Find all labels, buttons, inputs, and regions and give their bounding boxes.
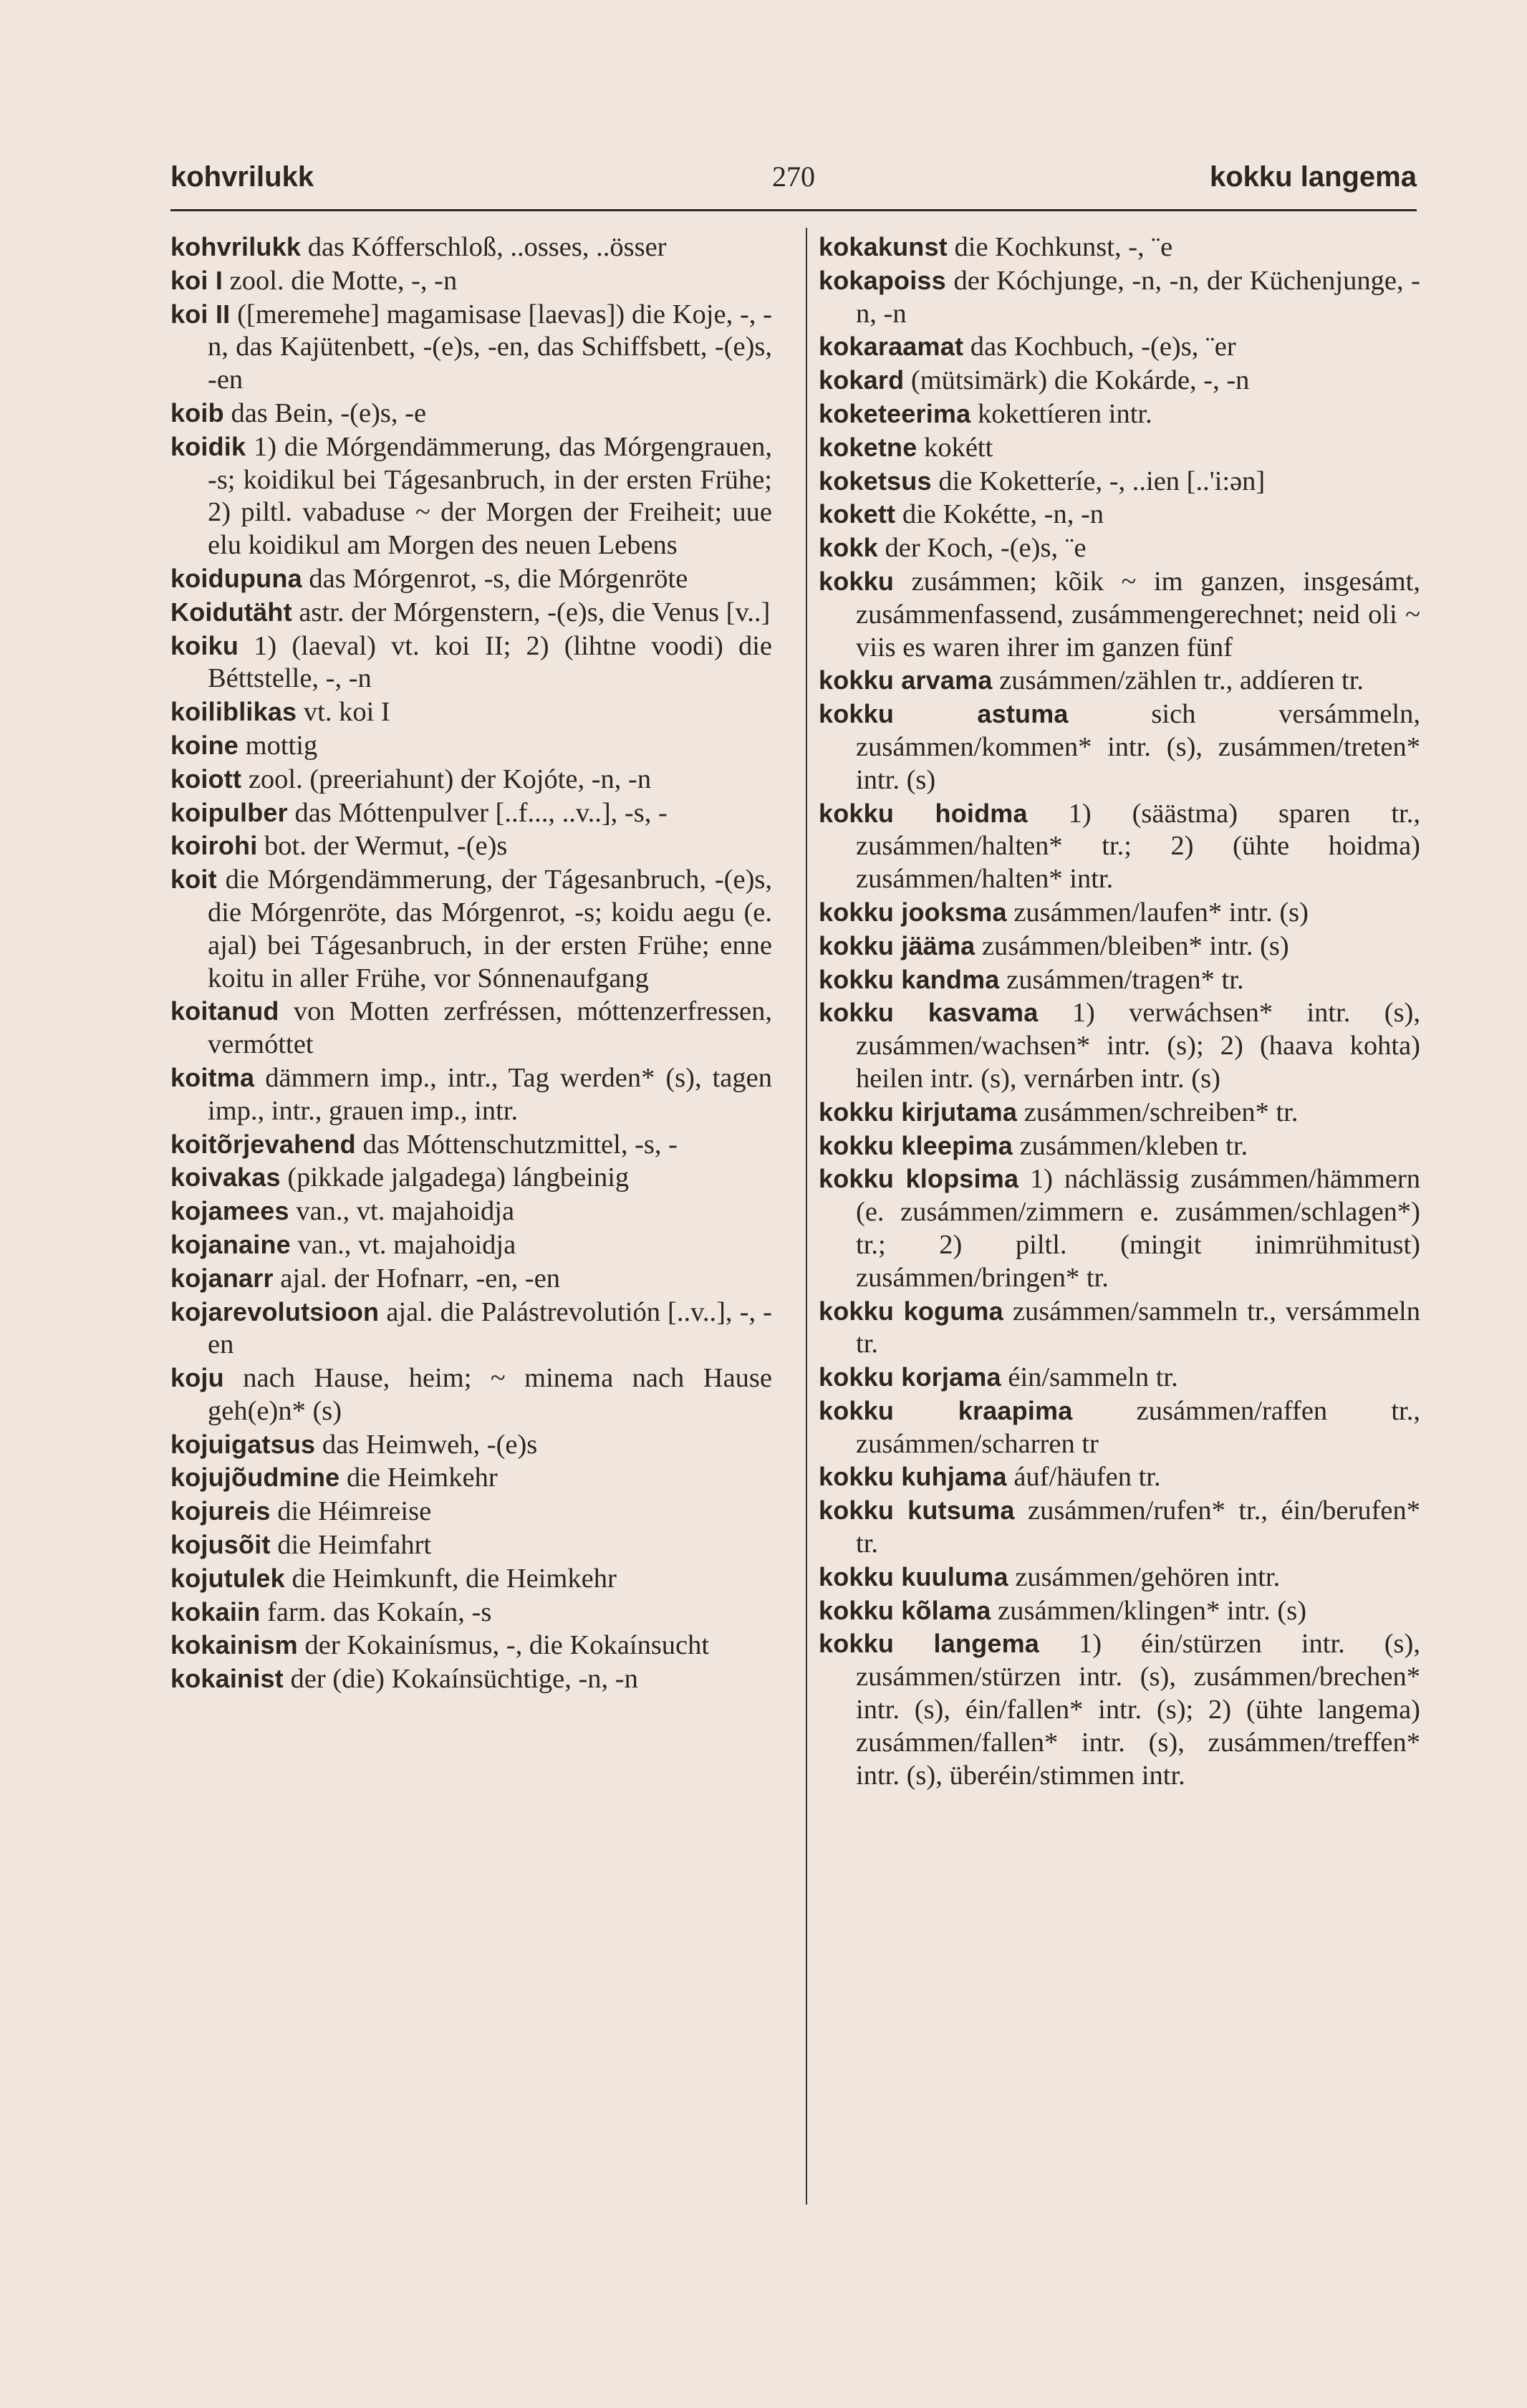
entry-definition: nach Hause, heim; ~ minema nach Hause geh(e)n* (s) [208, 1363, 772, 1426]
entry-definition: die Kochkunst, -, ¨e [947, 232, 1173, 262]
page-header [170, 159, 1417, 202]
entry-headword: kokainism [170, 1630, 298, 1660]
entry-headword: koketne [819, 432, 917, 462]
dictionary-entry [819, 330, 1420, 364]
entry-headword: kokaiin [170, 1596, 261, 1627]
dictionary-entry [819, 930, 1420, 963]
entry-definition: der Koch, -(e)s, ¨e [877, 533, 1087, 564]
dictionary-entry [170, 729, 772, 763]
entry-headword: kokakunst [819, 232, 948, 261]
entry-definition: zool. die Motte, -, -n [223, 265, 458, 296]
entry-headword: Koidutäht [170, 597, 292, 627]
page-number: 270 [772, 160, 815, 193]
dictionary-entry [819, 797, 1420, 896]
entry-definition: der Kokainísmus, -, die Kokaínsucht [297, 1630, 710, 1661]
entry-headword: koitanud [170, 996, 279, 1026]
entry-definition: (mütsimärk) die Kokárde, -, -n [904, 365, 1250, 396]
dictionary-entry [819, 565, 1420, 664]
dictionary-entry [819, 963, 1420, 997]
entry-definition: áuf/häufen tr. [1006, 1462, 1161, 1493]
entry-headword: koiliblikas [170, 697, 297, 727]
header-first-entry: kohvrilukk [170, 161, 314, 193]
entry-headword: kojuigatsus [170, 1429, 316, 1459]
dictionary-entry [170, 1629, 772, 1662]
entry-definition: das Mórgenrot, -s, die Mórgenröte [302, 563, 688, 594]
entry-definition: vt. koi I [297, 697, 390, 728]
column-divider [806, 228, 807, 2205]
entry-headword: koidik [170, 431, 246, 461]
dictionary-entry [170, 695, 772, 729]
dictionary-entry [170, 231, 772, 264]
entry-definition: kokettíeren intr. [970, 398, 1152, 429]
entry-definition: zusámmen/raffen tr., zusámmen/scharren tr [856, 1395, 1420, 1459]
entry-headword: koine [170, 730, 239, 760]
dictionary-entry [170, 1662, 772, 1696]
entry-headword: koiott [170, 764, 242, 794]
entry-headword: kohvrilukk [170, 232, 302, 261]
dictionary-entry [170, 630, 772, 696]
entry-headword: kokku jääma [819, 930, 976, 960]
entry-definition: die Mórgendämmerung, der Tágesanbruch, -(e)s, die Mórgenröte, das Mórgenrot, -s; koidu aegu (e. ajal) bei Tágesanbruch, in der ersten Frühe; enne koitu in aller Frühe, vor Sónnenaufgang [208, 865, 772, 993]
entry-headword: kojanarr [170, 1263, 274, 1293]
dictionary-entry [819, 664, 1420, 698]
entry-definition: das Kochbuch, -(e)s, ¨er [963, 332, 1236, 362]
dictionary-entry [819, 431, 1420, 465]
dictionary-entry [170, 1528, 772, 1562]
entry-definition: van., vt. majahoidja [290, 1229, 516, 1260]
dictionary-entry [819, 531, 1420, 565]
entry-definition: das Bein, -(e)s, -e [223, 398, 427, 428]
dictionary-entry [819, 1561, 1420, 1594]
entry-headword: koib [170, 398, 224, 428]
dictionary-entry [170, 596, 772, 630]
entry-headword: koju [170, 1363, 224, 1393]
dictionary-entry [170, 1161, 772, 1195]
dictionary-entry [170, 863, 772, 995]
dictionary-entry [819, 264, 1420, 331]
entry-headword: koirohi [170, 831, 258, 861]
entry-definition: 1) (säästma) sparen tr., zusámmen/halten* tr.; 2) (ühte hoidma) zusámmen/halten* intr. [856, 798, 1420, 895]
entry-headword: kokard [819, 365, 905, 395]
dictionary-entry [170, 995, 772, 1061]
entry-headword: kokainist [170, 1664, 284, 1694]
dictionary-entry [170, 1362, 772, 1428]
dictionary-entry [170, 430, 772, 562]
dictionary-entry [170, 264, 772, 298]
dictionary-entry [170, 1495, 772, 1528]
entry-headword: kokku kutsuma [819, 1496, 1015, 1526]
entry-definition: der (die) Kokaínsüchtige, -n, -n [283, 1664, 638, 1695]
dictionary-entry [819, 1295, 1420, 1362]
dictionary-entry [170, 562, 772, 596]
entry-definition: 1) náchlässig zusámmen/hämmern (e. zusámmen/zimmern e. zusámmen/schlagen*) tr.; 2) piltl. (mingit inimrühmitust) zusámmen/bringen* tr. [856, 1164, 1421, 1293]
entry-headword: kojujõudmine [170, 1463, 340, 1493]
entry-definition: ajal. die Palástrevolutión [..v..], -, -en [208, 1296, 772, 1360]
dictionary-entry [170, 1262, 772, 1296]
entry-definition: zusámmen/gehören intr. [1008, 1561, 1281, 1592]
dictionary-entry [819, 1627, 1420, 1792]
dictionary-entry [170, 1195, 772, 1228]
entry-definition: die Heimkehr [339, 1463, 498, 1493]
dictionary-entry [170, 298, 772, 397]
entry-headword: koidupuna [170, 563, 302, 593]
dictionary-entry [819, 896, 1420, 930]
dictionary-entry [819, 398, 1420, 431]
entry-definition: von Motten zerfréssen, móttenzerfressen, vermóttet [208, 996, 772, 1060]
entry-headword: kokku kandma [819, 964, 1000, 994]
dictionary-entry [819, 1460, 1420, 1494]
entry-headword: kojureis [170, 1496, 271, 1526]
entry-headword: kokku klopsima [819, 1164, 1019, 1194]
entry-headword: kokku kleepima [819, 1130, 1013, 1160]
dictionary-entry [170, 1596, 772, 1629]
entry-definition: (pikkade jalgadega) lángbeinig [280, 1162, 630, 1193]
entry-headword: koketeerima [819, 398, 971, 428]
entry-headword: koitma [170, 1062, 255, 1092]
entry-definition: van., vt. majahoidja [289, 1196, 515, 1227]
entry-headword: kokku jooksma [819, 897, 1007, 927]
entry-definition: zusámmen/laufen* intr. (s) [1006, 897, 1309, 928]
entry-headword: kokk [819, 533, 878, 563]
entry-definition: kokétt [917, 432, 993, 463]
entry-definition: farm. das Kokaín, -s [260, 1596, 492, 1627]
entry-definition: zusámmen/rufen* tr., éin/berufen* tr. [856, 1496, 1420, 1559]
entry-headword: koivakas [170, 1162, 281, 1193]
entry-definition: die Heimfahrt [270, 1530, 432, 1561]
entry-headword: koketsus [819, 466, 932, 496]
entry-definition: 1) éin/stürzen intr. (s), zusámmen/stürzen intr. (s), zusámmen/brechen* intr. (s), éin/fallen* intr. (s); 2) (ühte langema) zusámmen/fallen* intr. (s), zusámmen/treffen* intr. (s), überéin/stimmen intr. [856, 1629, 1420, 1791]
dictionary-entry [819, 698, 1420, 796]
dictionary-entry [170, 1562, 772, 1596]
entry-definition: zusámmen/sammeln tr., versámmeln tr. [856, 1296, 1420, 1359]
dictionary-entry [170, 1461, 772, 1495]
entry-definition: astr. der Mórgenstern, -(e)s, die Venus [v..] [292, 597, 771, 627]
dictionary-entry [819, 465, 1420, 499]
entry-definition: dämmern imp., intr., Tag werden* (s), tagen imp., intr., grauen imp., intr. [208, 1062, 772, 1126]
entry-definition: die Kokétte, -n, -n [895, 499, 1104, 530]
entry-headword: kokett [819, 499, 896, 529]
entry-definition: zusámmen/tragen* tr. [999, 964, 1244, 995]
dictionary-entry [819, 1096, 1420, 1130]
entry-definition: mottig [239, 730, 318, 761]
entry-headword: kokku kirjutama [819, 1097, 1018, 1127]
entry-definition: das Kófferschloß, ..osses, ..össer [301, 232, 667, 262]
dictionary-entry [170, 796, 772, 830]
entry-definition: der Kóchjunge, -n, -n, der Küchenjunge, -n, -n [856, 265, 1420, 329]
dictionary-entry [819, 996, 1420, 1095]
entry-definition: die Heimkunft, die Heimkehr [284, 1563, 617, 1594]
entry-definition: 1) verwáchsen* intr. (s), zusámmen/wachsen* intr. (s); 2) (haava kohta) heilen intr. (s), vernárben intr. (s) [856, 998, 1420, 1094]
header-last-entry: kokku langema [1209, 161, 1417, 193]
entry-headword: kokku kasvama [819, 998, 1039, 1028]
entry-definition: das Heimweh, -(e)s [315, 1429, 538, 1460]
entry-headword: kokku arvama [819, 665, 993, 695]
entry-headword: kokku kõlama [819, 1595, 991, 1625]
entry-headword: kojamees [170, 1196, 289, 1226]
entry-definition: zusámmen/klingen* intr. (s) [991, 1595, 1307, 1626]
header-rule [170, 209, 1417, 211]
entry-definition: 1) (laeval) vt. koi II; 2) (lihtne voodi) die Béttstelle, -, -n [208, 630, 772, 694]
entry-headword: kojusõit [170, 1530, 271, 1560]
entry-headword: koit [170, 865, 217, 895]
entry-definition: die Héimreise [270, 1496, 432, 1527]
entry-headword: kojanaine [170, 1229, 291, 1259]
entry-definition: zusámmen/bleiben* intr. (s) [975, 930, 1289, 961]
entry-headword: koitõrjevahend [170, 1129, 356, 1159]
entry-headword: kokku [819, 566, 895, 596]
dictionary-entry [819, 498, 1420, 531]
entry-headword: koiku [170, 630, 239, 660]
dictionary-entry [170, 397, 772, 430]
entry-definition: éin/sammeln tr. [1001, 1362, 1178, 1393]
entry-definition: ajal. der Hofnarr, -en, -en [273, 1263, 561, 1294]
entry-headword: kokku hoidma [819, 798, 1028, 828]
dictionary-entry [819, 1361, 1420, 1395]
entry-headword: kokku korjama [819, 1362, 1001, 1392]
entry-headword: kokku kuhjama [819, 1462, 1007, 1492]
dictionary-entry [819, 364, 1420, 398]
entry-definition: zusámmen/kleben tr. [1012, 1130, 1248, 1161]
entry-definition: zool. (preeriahunt) der Kojóte, -n, -n [241, 764, 652, 794]
entry-definition: die Koketteríe, -, ..ien [..'i:ən] [931, 466, 1266, 496]
entry-headword: koi I [170, 265, 223, 295]
dictionary-entry [819, 1130, 1420, 1163]
entry-definition: ([meremehe] magamisase [laevas]) die Koje, -, -n, das Kajütenbett, -(e)s, -en, das Schiffsbett, -(e)s, -en [208, 299, 772, 395]
entry-definition: 1) die Mórgendämmerung, das Mórgengrauen, -s; koidikul bei Tágesanbruch, in der ersten Frühe; 2) piltl. vabaduse ~ der Morgen der Freiheit; uue elu koidikul am Morgen des neuen Lebens [208, 431, 772, 561]
entry-headword: kokaraamat [819, 332, 964, 362]
entry-headword: kokku kuuluma [819, 1561, 1008, 1591]
entry-headword: koipulber [170, 797, 288, 827]
entry-definition: sich versámmeln, zusámmen/kommen* intr. (s), zusámmen/treten* intr. (s) [856, 699, 1420, 795]
entry-headword: kokku astuma [819, 699, 1069, 729]
dictionary-entry [819, 1494, 1420, 1561]
entry-definition: das Móttenpulver [..f..., ..v..], -s, - [287, 797, 668, 828]
entry-definition: bot. der Wermut, -(e)s [257, 831, 508, 862]
entry-headword: kokku koguma [819, 1296, 1003, 1326]
entry-headword: kojarevolutsioon [170, 1296, 380, 1326]
left-column [170, 231, 772, 1696]
entry-headword: kokku kraapima [819, 1395, 1073, 1425]
entry-definition: zusámmen/zählen tr., addíeren tr. [992, 665, 1364, 696]
dictionary-entry [170, 1428, 772, 1462]
right-column [819, 231, 1420, 1792]
dictionary-entry [170, 1128, 772, 1162]
entry-headword: kokapoiss [819, 265, 946, 295]
dictionary-entry [170, 829, 772, 863]
dictionary-entry [170, 1228, 772, 1262]
dictionary-entry [170, 1061, 772, 1128]
entry-definition: zusámmen/schreiben* tr. [1017, 1097, 1299, 1127]
dictionary-entry [819, 1594, 1420, 1628]
dictionary-entry [819, 231, 1420, 264]
entry-definition: zusámmen; kõik ~ im ganzen, insgesámt, zusámmenfassend, zusámmengerechnet; neid oli ~ viis es waren ihrer im ganzen fünf [856, 566, 1420, 663]
entry-headword: kokku langema [819, 1629, 1040, 1659]
entry-headword: kojutulek [170, 1563, 285, 1593]
dictionary-entry [170, 1296, 772, 1362]
entry-definition: das Móttenschutzmittel, -s, - [355, 1129, 678, 1160]
dictionary-entry [170, 763, 772, 796]
dictionary-entry [819, 1395, 1420, 1461]
entry-headword: koi II [170, 299, 231, 329]
dictionary-entry [819, 1162, 1420, 1294]
